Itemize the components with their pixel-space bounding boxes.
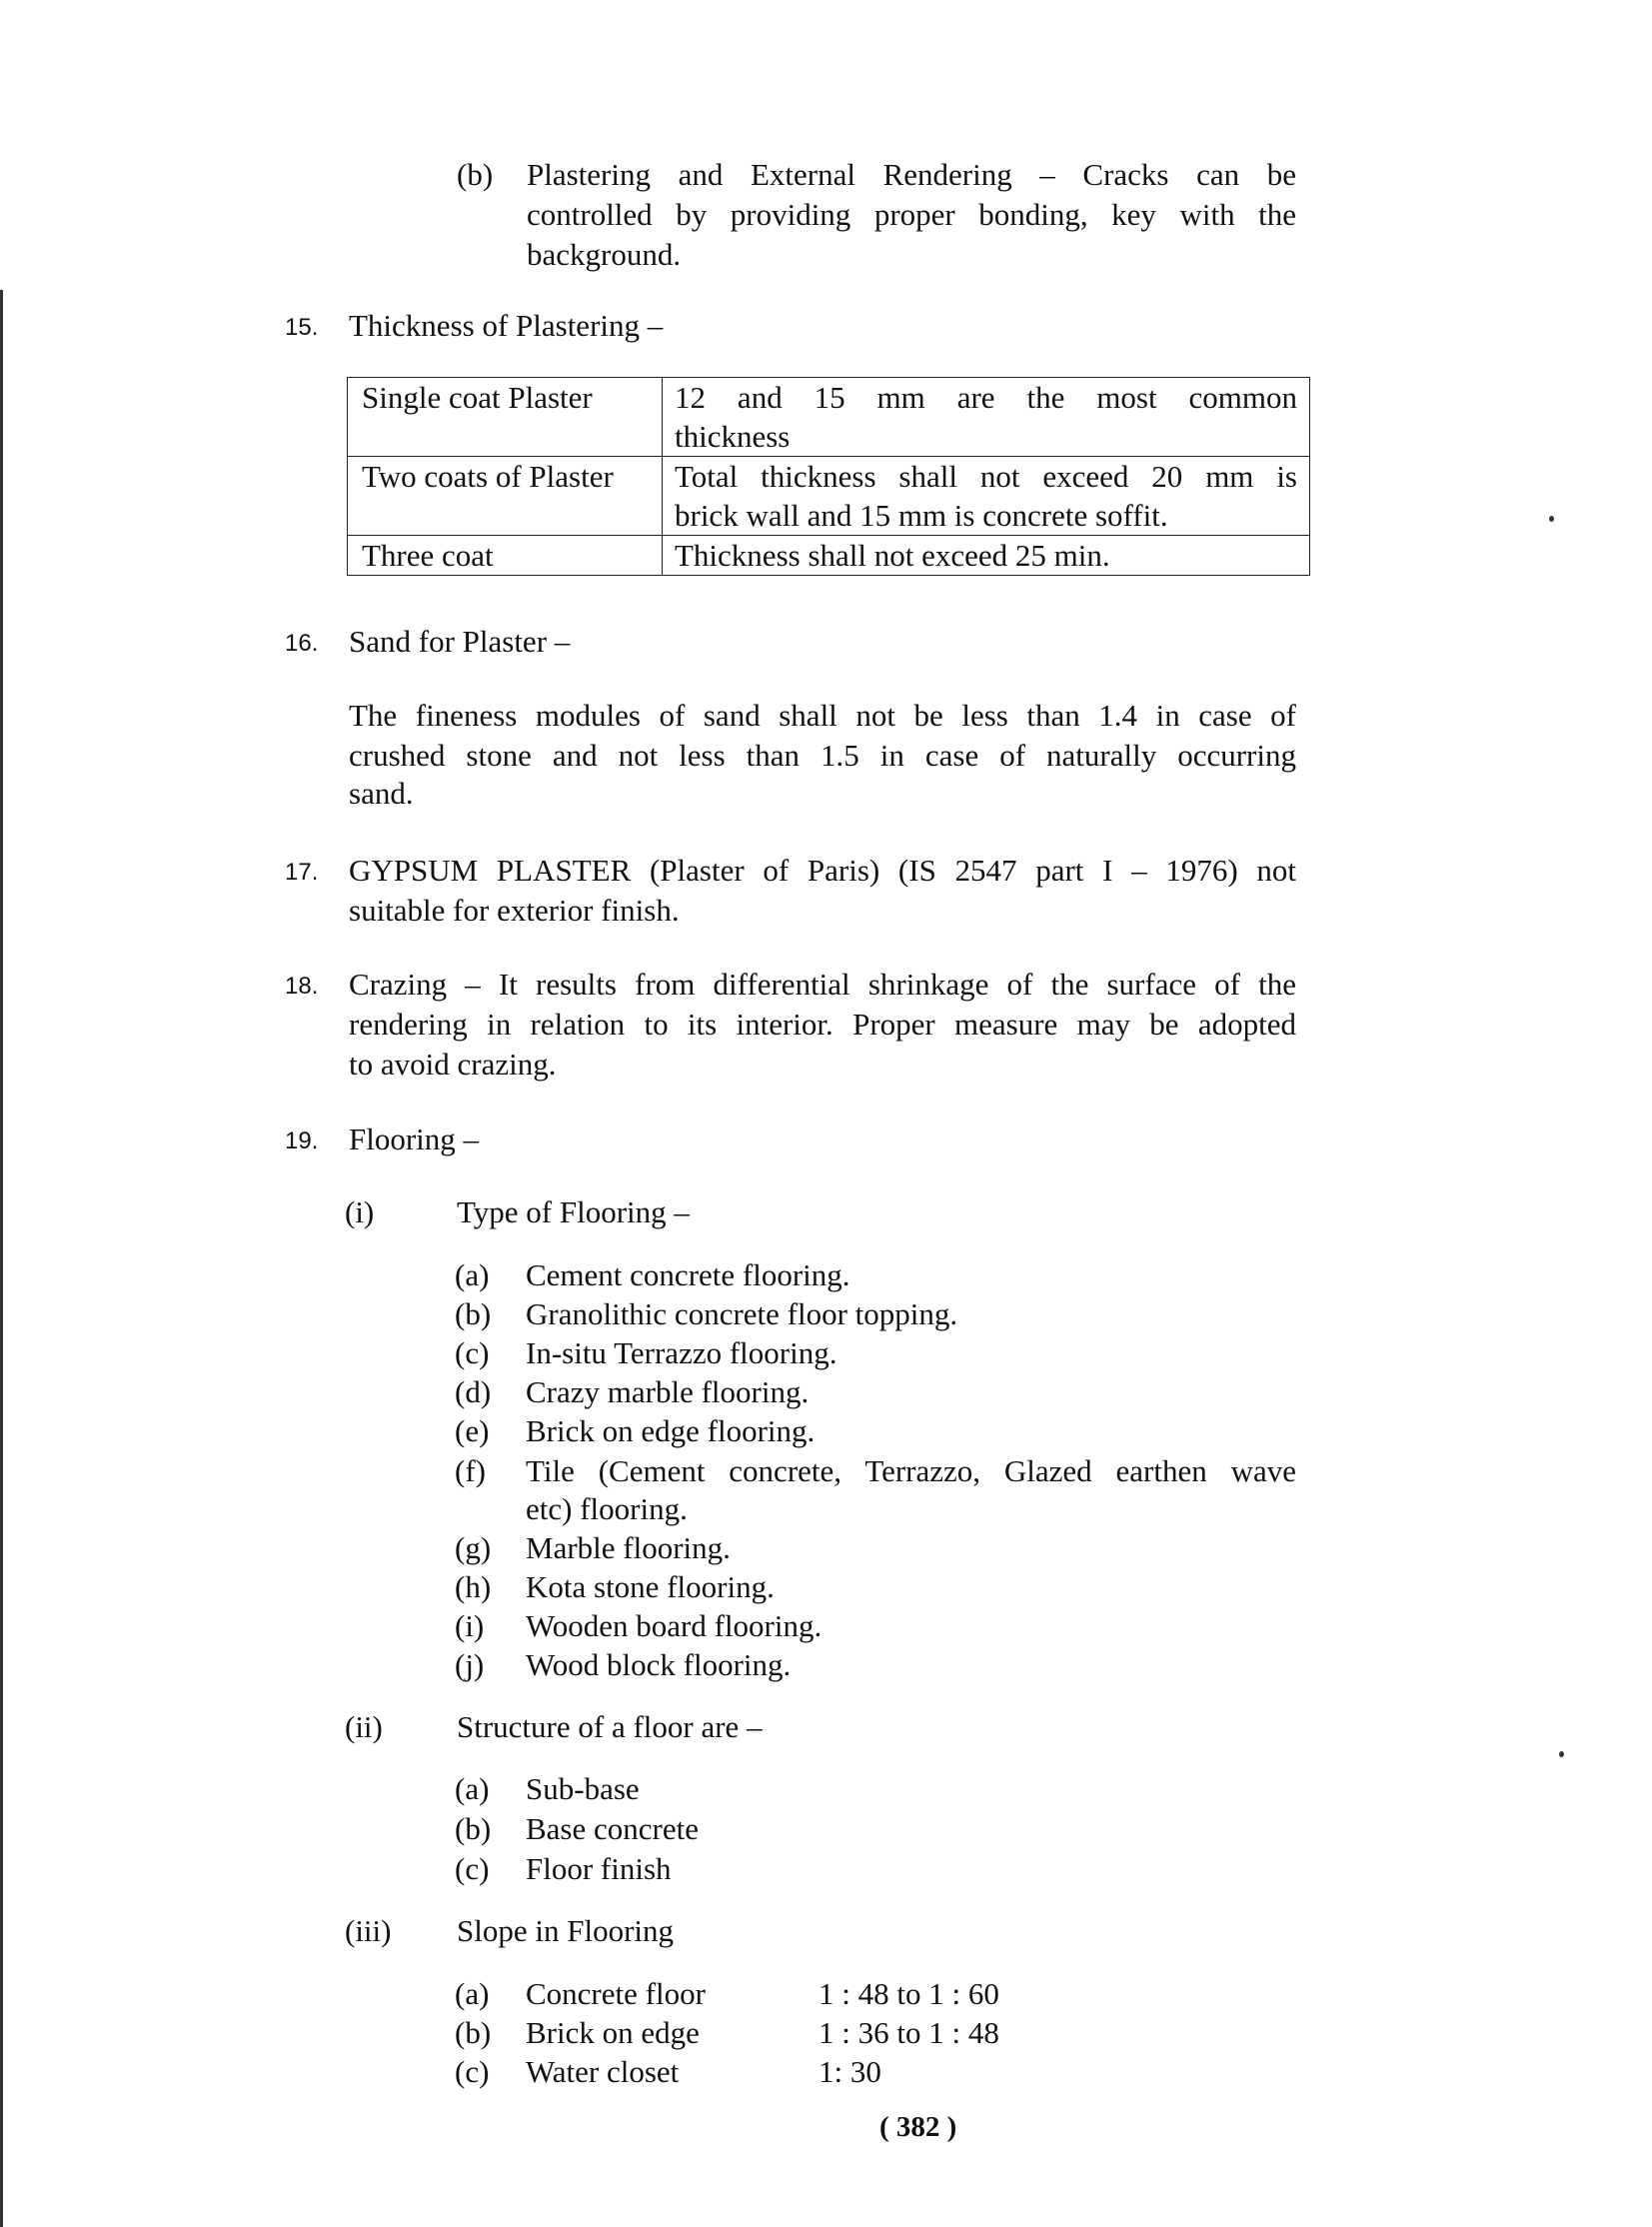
paragraph-line: suitable for exterior finish. xyxy=(349,893,680,928)
list-item-continuation: etc) flooring. xyxy=(526,1491,688,1526)
subsection-label: (iii) xyxy=(345,1913,392,1948)
list-item: Floor finish xyxy=(526,1851,672,1886)
paragraph-line: background. xyxy=(527,237,682,272)
list-item: Cement concrete flooring. xyxy=(526,1257,850,1292)
paragraph-line: sand. xyxy=(349,776,414,811)
item-label: (b) xyxy=(457,157,494,192)
table-cell-description xyxy=(663,457,1310,536)
scan-speck xyxy=(1549,516,1554,522)
slope-value: 1 : 36 to 1 : 48 xyxy=(819,2015,999,2050)
table-row xyxy=(348,378,1310,457)
section-number: 15. xyxy=(285,314,319,341)
scan-edge-shadow xyxy=(0,290,3,2227)
section-number: 19. xyxy=(285,1127,319,1154)
list-item-label: (b) xyxy=(455,2015,492,2050)
list-item: Brick on edge flooring. xyxy=(526,1413,816,1448)
list-item: Kota stone flooring. xyxy=(526,1569,775,1604)
subsection-label: (i) xyxy=(345,1194,375,1229)
list-item: Tile (Cement concrete, Terrazzo, Glazed earthen wave xyxy=(526,1453,1296,1488)
list-item: Wooden board flooring. xyxy=(526,1608,823,1643)
list-item-label: (b) xyxy=(455,1296,492,1331)
list-item-label: (g) xyxy=(455,1530,492,1565)
list-item-label: (f) xyxy=(455,1453,486,1488)
table-row xyxy=(348,457,1310,536)
cell-line: Total thickness shall not exceed 20 mm is xyxy=(675,459,1297,494)
table-cell-description xyxy=(663,536,1310,576)
paragraph-line: Crazing – It results from differential shrinkage of the surface of the xyxy=(349,967,1296,1002)
table-cell-description xyxy=(663,378,1310,457)
cell-line: brick wall and 15 mm is concrete soffit. xyxy=(675,498,1168,533)
paragraph-line: crushed stone and not less than 1.5 in case of naturally occurring xyxy=(349,738,1296,773)
section-title: Thickness of Plastering – xyxy=(349,308,664,343)
cell-line: 12 and 15 mm are the most common xyxy=(675,380,1297,415)
section-number: 17. xyxy=(285,859,319,886)
paragraph-line: The fineness modules of sand shall not be less than 1.4 in case of xyxy=(349,698,1296,733)
list-item-label: (h) xyxy=(455,1569,492,1604)
subsection-label: (ii) xyxy=(345,1709,383,1744)
list-item: Marble flooring. xyxy=(526,1530,731,1565)
list-item-label: (i) xyxy=(455,1608,485,1643)
section-title: Sand for Plaster – xyxy=(349,624,571,659)
list-item-label: (e) xyxy=(455,1413,490,1448)
list-item-label: (c) xyxy=(455,1851,490,1886)
list-item-label: (a) xyxy=(455,1771,490,1806)
plaster-thickness-table xyxy=(347,377,1310,576)
table-cell-type: Two coats of Plaster xyxy=(348,457,663,536)
list-item-label: (j) xyxy=(455,1647,485,1682)
list-item: Crazy marble flooring. xyxy=(526,1374,810,1409)
list-item: Brick on edge xyxy=(526,2015,700,2050)
subsection-title: Type of Flooring – xyxy=(457,1194,690,1229)
table-cell-type: Single coat Plaster xyxy=(348,378,663,457)
table-cell-type: Three coat xyxy=(348,536,663,576)
subsection-title: Slope in Flooring xyxy=(457,1913,675,1948)
list-item: Water closet xyxy=(526,2054,680,2089)
cell-line: thickness xyxy=(675,419,791,454)
paragraph-line: to avoid crazing. xyxy=(349,1047,557,1082)
list-item: Concrete floor xyxy=(526,1976,706,2011)
table-row xyxy=(348,536,1310,576)
paragraph-line: rendering in relation to its interior. Proper measure may be adopted xyxy=(349,1007,1296,1042)
list-item-label: (b) xyxy=(455,1811,492,1846)
page-number: ( 382 ) xyxy=(879,2111,957,2143)
paragraph-line: Plastering and External Rendering – Cracks can be xyxy=(527,157,1296,192)
section-number: 18. xyxy=(285,973,319,1000)
list-item: In-situ Terrazzo flooring. xyxy=(526,1335,837,1370)
paragraph-line: GYPSUM PLASTER (Plaster of Paris) (IS 2547 part I – 1976) not xyxy=(349,853,1296,888)
cell-line: Thickness shall not exceed 25 min. xyxy=(675,538,1110,573)
slope-value: 1: 30 xyxy=(819,2054,881,2089)
list-item-label: (a) xyxy=(455,1257,490,1292)
slope-value: 1 : 48 to 1 : 60 xyxy=(819,1976,999,2011)
subsection-title: Structure of a floor are – xyxy=(457,1709,763,1744)
section-title: Flooring – xyxy=(349,1121,480,1156)
section-number: 16. xyxy=(285,630,319,657)
list-item-label: (a) xyxy=(455,1976,490,2011)
list-item: Base concrete xyxy=(526,1811,699,1846)
list-item-label: (c) xyxy=(455,1335,490,1370)
list-item-label: (d) xyxy=(455,1374,492,1409)
list-item: Granolithic concrete floor topping. xyxy=(526,1296,958,1331)
scan-speck xyxy=(1559,1751,1564,1757)
list-item: Wood block flooring. xyxy=(526,1647,792,1682)
list-item-label: (c) xyxy=(455,2054,490,2089)
list-item: Sub-base xyxy=(526,1771,640,1806)
paragraph-line: controlled by providing proper bonding, key with the xyxy=(527,197,1296,232)
